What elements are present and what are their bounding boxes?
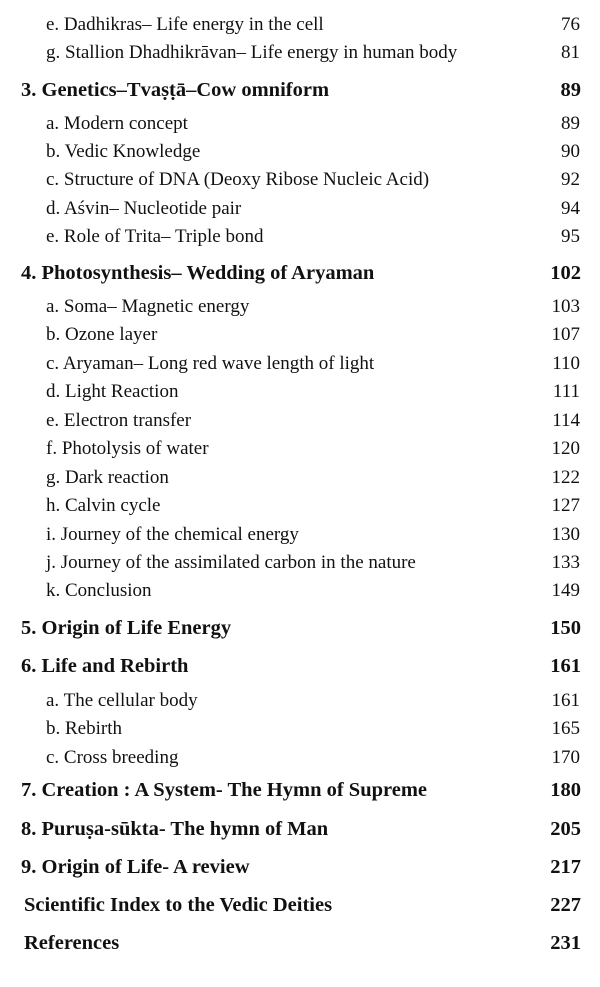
toc-subentry bbox=[0, 353, 600, 375]
page-number: 90 bbox=[561, 141, 580, 162]
toc-chapter bbox=[0, 818, 600, 841]
page-number: 110 bbox=[552, 353, 580, 374]
toc-subentry bbox=[0, 169, 600, 191]
entry-title: a. Soma– Magnetic energy bbox=[46, 296, 250, 317]
page-number: 95 bbox=[561, 226, 580, 247]
page-number: 81 bbox=[561, 42, 580, 63]
page-number: 133 bbox=[551, 552, 580, 573]
page-number: 130 bbox=[551, 524, 580, 545]
page-number: 76 bbox=[561, 14, 580, 35]
toc-chapter bbox=[0, 79, 600, 102]
toc-subentry bbox=[0, 552, 600, 574]
entry-title: h. Calvin cycle bbox=[46, 495, 161, 516]
page-number: 231 bbox=[550, 932, 581, 954]
entry-title: d. Aśvin– Nucleotide pair bbox=[46, 198, 242, 219]
entry-title: e. Dadhikras– Life energy in the cell bbox=[46, 14, 324, 35]
entry-title: c. Structure of DNA (Deoxy Ribose Nucleic Acid) bbox=[46, 169, 430, 190]
entry-title: c. Aryaman– Long red wave length of light bbox=[46, 353, 375, 374]
toc-subentry bbox=[0, 580, 600, 602]
page-number: 92 bbox=[561, 169, 580, 190]
entry-title: f. Photolysis of water bbox=[46, 438, 209, 459]
chapter-title: 5. Origin of Life Energy bbox=[21, 617, 232, 639]
entry-title: a. The cellular body bbox=[46, 690, 198, 711]
chapter-title: 9. Origin of Life- A review bbox=[21, 856, 250, 878]
toc-subentry bbox=[0, 524, 600, 546]
page-number: 170 bbox=[551, 747, 580, 768]
page-number: 149 bbox=[551, 580, 580, 601]
chapter-title: Scientific Index to the Vedic Deities bbox=[24, 894, 333, 916]
toc-subentry bbox=[0, 324, 600, 346]
toc-subentry bbox=[0, 438, 600, 460]
toc-subentry bbox=[0, 14, 600, 36]
toc-subentry bbox=[0, 690, 600, 712]
toc-chapter bbox=[0, 894, 600, 917]
toc-subentry bbox=[0, 410, 600, 432]
page-number: 89 bbox=[560, 79, 581, 101]
entry-title: b. Ozone layer bbox=[46, 324, 158, 345]
entry-title: c. Cross breeding bbox=[46, 747, 179, 768]
toc-chapter bbox=[0, 856, 600, 879]
page-number: 161 bbox=[551, 690, 580, 711]
page-number: 107 bbox=[551, 324, 580, 345]
toc-subentry bbox=[0, 226, 600, 248]
entry-title: j. Journey of the assimilated carbon in the nature bbox=[46, 552, 416, 573]
entry-title: g. Stallion Dhadhikrāvan– Life energy in human body bbox=[46, 42, 458, 63]
page-number: 205 bbox=[550, 818, 581, 840]
page-number: 122 bbox=[551, 467, 580, 488]
chapter-title: 4. Photosynthesis– Wedding of Aryaman bbox=[21, 262, 375, 284]
toc-subentry bbox=[0, 718, 600, 740]
page-number: 102 bbox=[550, 262, 581, 284]
page-number: 94 bbox=[561, 198, 580, 219]
toc-subentry bbox=[0, 42, 600, 64]
entry-title: k. Conclusion bbox=[46, 580, 152, 601]
toc-subentry bbox=[0, 381, 600, 403]
page-number: 89 bbox=[561, 113, 580, 134]
page-number: 227 bbox=[550, 894, 581, 916]
entry-title: b. Vedic Knowledge bbox=[46, 141, 201, 162]
page-number: 120 bbox=[551, 438, 580, 459]
chapter-title: 6. Life and Rebirth bbox=[21, 655, 189, 677]
chapter-title: 3. Genetics–Tvaṣṭā–Cow omniform bbox=[21, 79, 330, 101]
page-number: 217 bbox=[550, 856, 581, 878]
toc-subentry bbox=[0, 198, 600, 220]
page-number: 103 bbox=[551, 296, 580, 317]
entry-title: b. Rebirth bbox=[46, 718, 122, 739]
toc-chapter bbox=[0, 655, 600, 678]
toc-subentry bbox=[0, 113, 600, 135]
entry-title: d. Light Reaction bbox=[46, 381, 179, 402]
chapter-title: 7. Creation : A System- The Hymn of Supreme bbox=[21, 779, 428, 801]
toc-chapter bbox=[0, 779, 600, 802]
entry-title: e. Role of Trita– Triple bond bbox=[46, 226, 264, 247]
toc-subentry bbox=[0, 467, 600, 489]
entry-title: e. Electron transfer bbox=[46, 410, 192, 431]
toc-subentry bbox=[0, 296, 600, 318]
page-number: 114 bbox=[552, 410, 580, 431]
toc-subentry bbox=[0, 141, 600, 163]
entry-title: i. Journey of the chemical energy bbox=[46, 524, 299, 545]
toc-chapter bbox=[0, 262, 600, 285]
chapter-title: 8. Puruṣa-sūkta- The hymn of Man bbox=[21, 818, 329, 840]
page-number: 127 bbox=[551, 495, 580, 516]
chapter-title: References bbox=[24, 932, 120, 954]
toc-chapter bbox=[0, 932, 600, 955]
toc-chapter bbox=[0, 617, 600, 640]
toc-subentry bbox=[0, 747, 600, 769]
page-number: 150 bbox=[550, 617, 581, 639]
entry-title: g. Dark reaction bbox=[46, 467, 169, 488]
page-number: 180 bbox=[550, 779, 581, 801]
toc-subentry bbox=[0, 495, 600, 517]
page-number: 161 bbox=[550, 655, 581, 677]
page-number: 165 bbox=[551, 718, 580, 739]
page-number: 111 bbox=[552, 381, 580, 402]
entry-title: a. Modern concept bbox=[46, 113, 188, 134]
